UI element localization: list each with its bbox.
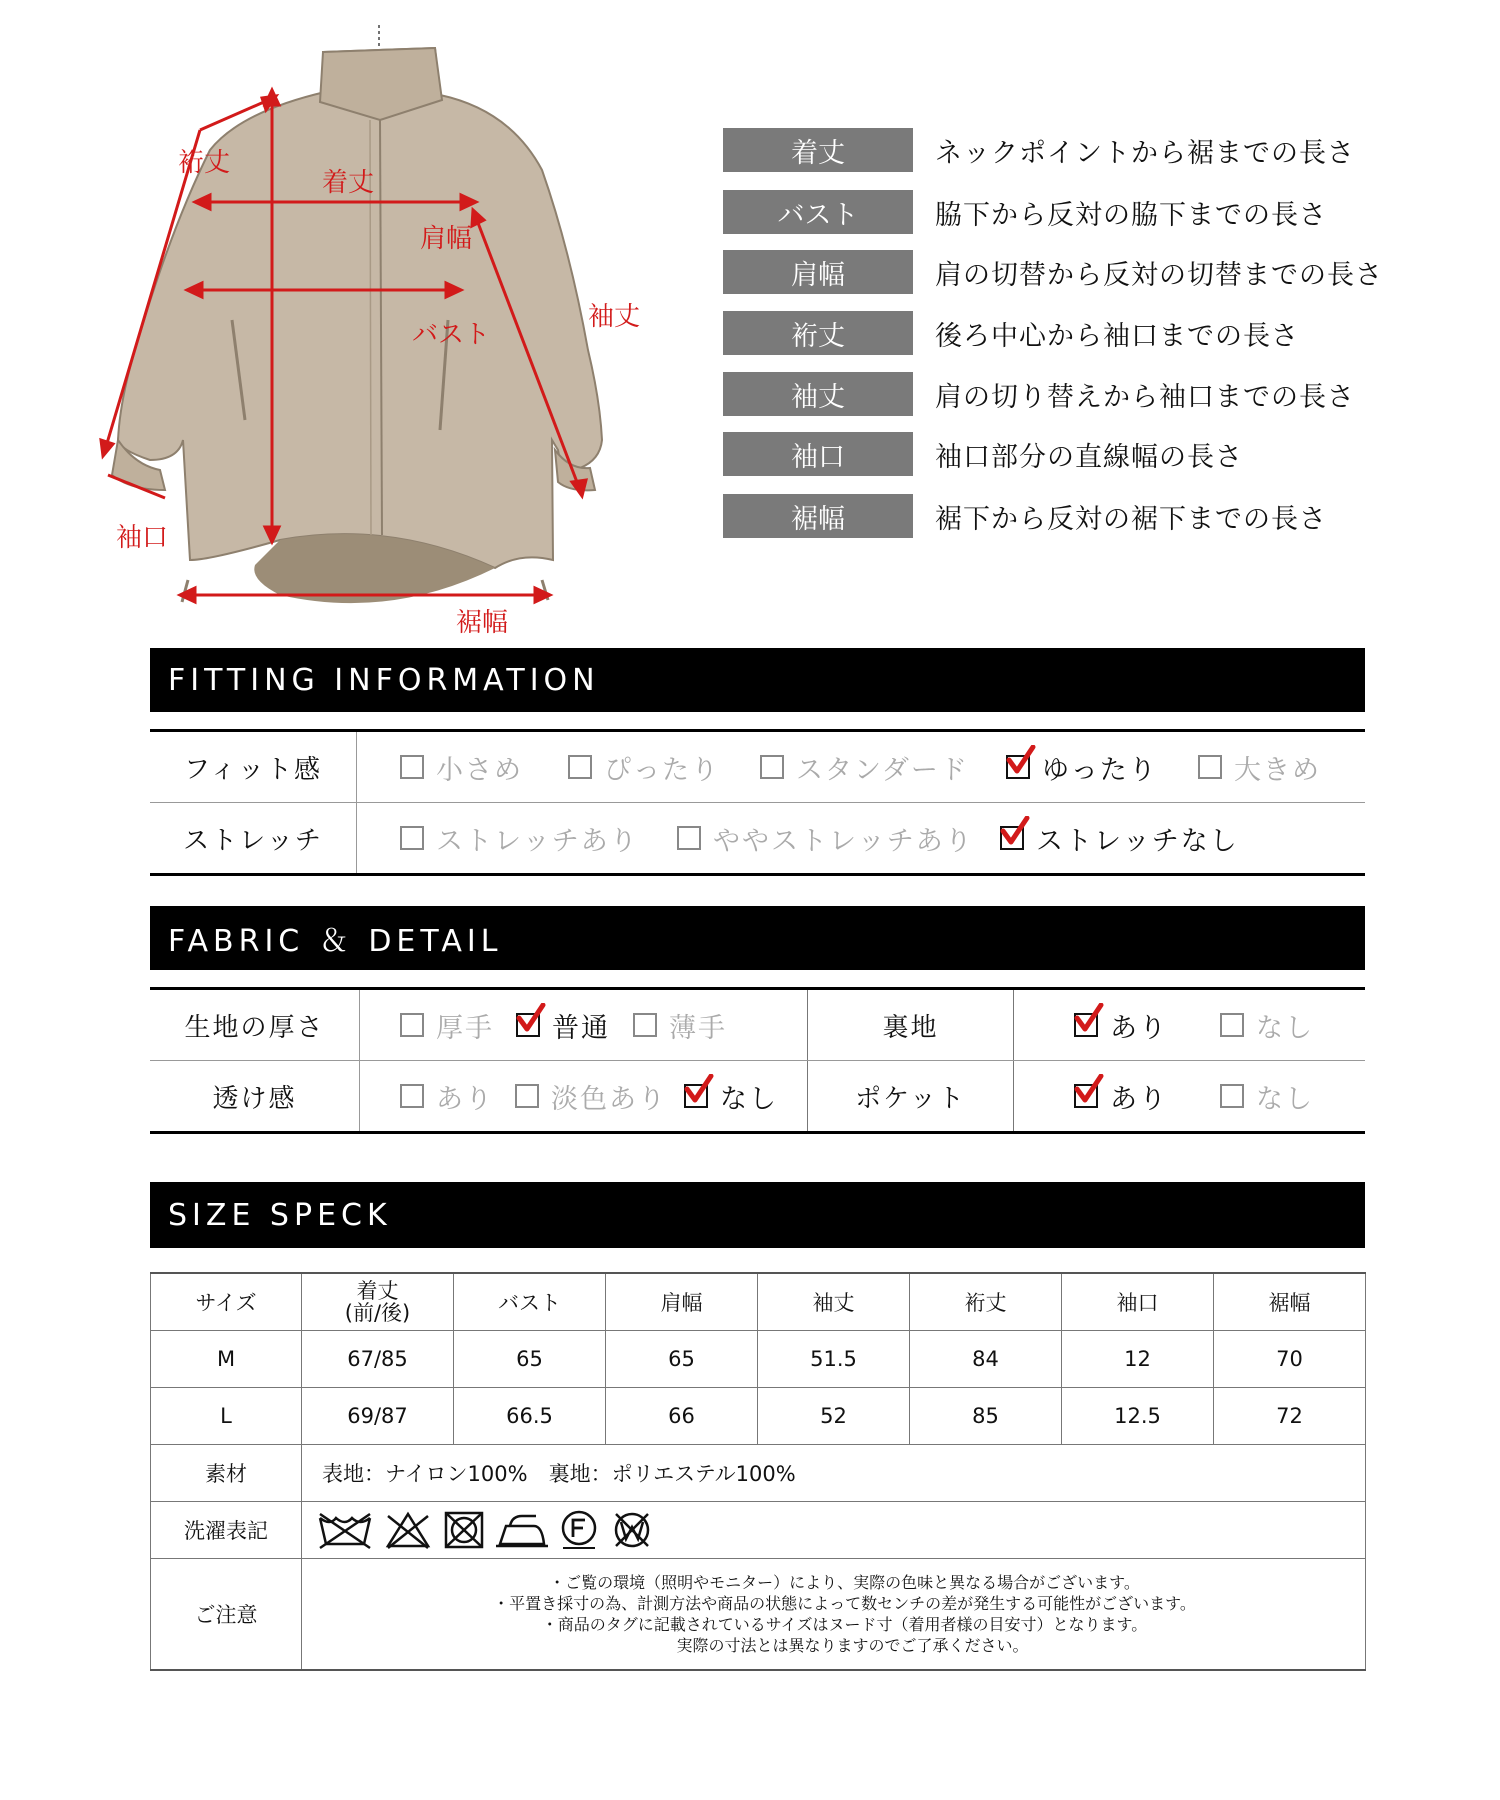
fit-label: フィット感 — [150, 732, 357, 802]
option-text: 厚手 — [436, 1012, 494, 1044]
label-yukitake: 裄丈 — [178, 148, 231, 178]
fabric-row — [150, 1060, 1365, 1131]
legend-desc: 袖口部分の直線幅の長さ — [935, 441, 1243, 473]
stretch-option — [677, 803, 974, 873]
size-header-cell: 肩幅 — [606, 1273, 758, 1330]
checkbox-icon — [400, 1084, 424, 1108]
size-cell: 85 — [910, 1387, 1062, 1444]
thickness-option — [516, 990, 610, 1060]
legend-desc: 後ろ中心から袖口までの長さ — [935, 320, 1299, 352]
legend-row — [723, 311, 1299, 355]
note-line: ・平置き採寸の為、計測方法や商品の状態によって数センチの差が発生する可能性がございます。 — [493, 1593, 1196, 1613]
size-cell: 51.5 — [758, 1330, 910, 1387]
pocket-label: ポケット — [855, 1083, 966, 1114]
size-header-row — [151, 1273, 1366, 1330]
legend-desc: 肩の切り替えから袖口までの長さ — [935, 381, 1355, 413]
size-row — [151, 1330, 1366, 1387]
lining-option — [1074, 990, 1168, 1060]
checkbox-icon — [568, 755, 592, 779]
option-text: ぴったり — [604, 754, 720, 786]
legend-row — [723, 372, 1355, 416]
legend-row — [723, 432, 1243, 476]
garment-illustration — [90, 20, 690, 638]
stretch-row — [150, 802, 1365, 873]
checkbox-icon — [1006, 755, 1030, 779]
checkbox-icon — [684, 1084, 708, 1108]
legend-desc: ネックポイントから裾までの長さ — [935, 137, 1355, 169]
material-label: 素材 — [151, 1444, 302, 1501]
legend-row — [723, 190, 1327, 234]
lining-option — [1220, 990, 1314, 1060]
option-text: あり — [1110, 1083, 1168, 1115]
legend-desc: 裾下から反対の裾下までの長さ — [935, 503, 1327, 535]
sheer-option — [684, 1061, 778, 1131]
care-row — [151, 1501, 1366, 1558]
fabric-row — [150, 990, 1365, 1060]
option-text: 小さめ — [436, 754, 523, 786]
checkmark-icon — [516, 1003, 546, 1033]
checkmark-icon — [1074, 1074, 1104, 1104]
pocket-option — [1220, 1061, 1314, 1131]
care-label: 洗濯表記 — [151, 1501, 302, 1558]
notes-row — [151, 1558, 1366, 1670]
size-header-cell: 裾幅 — [1214, 1273, 1366, 1330]
option-text: ややストレッチあり — [713, 825, 974, 857]
legend-row — [723, 128, 1355, 172]
stretch-option — [400, 803, 639, 873]
checkbox-icon — [400, 755, 424, 779]
size-cell: 72 — [1214, 1387, 1366, 1444]
size-cell: 52 — [758, 1387, 910, 1444]
checkbox-icon — [633, 1013, 657, 1037]
legend-desc: 肩の切替から反対の切替までの長さ — [935, 259, 1383, 291]
checkbox-icon — [400, 826, 424, 850]
checkbox-icon — [1000, 826, 1024, 850]
checkmark-icon — [1074, 1003, 1104, 1033]
thickness-option — [400, 990, 494, 1060]
option-text: ゆったり — [1042, 754, 1158, 786]
option-text: あり — [1110, 1012, 1168, 1044]
size-header-cell: サイズ — [151, 1273, 302, 1330]
care-icons — [302, 1509, 1365, 1551]
fit-option — [1006, 732, 1158, 802]
fitting-info-header: FITTING INFORMATION — [150, 648, 1365, 712]
no-wet-clean-icon — [610, 1509, 654, 1551]
no-bleach-icon — [384, 1510, 432, 1550]
checkbox-icon — [515, 1084, 539, 1108]
option-text: 淡色あり — [551, 1083, 667, 1115]
fit-option — [1198, 732, 1321, 802]
size-cell: 12.5 — [1062, 1387, 1214, 1444]
legend-term: バスト — [723, 190, 913, 234]
fit-row — [150, 732, 1365, 802]
size-cell: 66 — [606, 1387, 758, 1444]
size-cell: 70 — [1214, 1330, 1366, 1387]
legend-desc: 脇下から反対の脇下までの長さ — [935, 199, 1327, 231]
material-row — [151, 1444, 1366, 1501]
fit-option — [760, 732, 969, 802]
care-icons-cell — [302, 1501, 1366, 1558]
checkmark-icon — [684, 1074, 714, 1104]
label-susohaba: 裾幅 — [456, 608, 509, 638]
fabric-table — [150, 987, 1365, 1134]
legend-term: 裾幅 — [723, 494, 913, 538]
checkbox-icon — [516, 1013, 540, 1037]
option-text: なし — [1256, 1083, 1314, 1115]
checkbox-icon — [1198, 755, 1222, 779]
material-value: 表地：ナイロン100% 裏地：ポリエステル100% — [302, 1444, 1366, 1501]
option-text: 薄手 — [669, 1012, 727, 1044]
note-line: ・商品のタグに記載されているサイズはヌード寸（着用者様の目安寸）となります。 — [541, 1614, 1148, 1634]
note-line: 実際の寸法とは異なりますのでご了承ください。 — [660, 1635, 1029, 1655]
dry-clean-f-icon — [558, 1509, 600, 1551]
checkbox-icon — [1220, 1084, 1244, 1108]
sheer-option — [515, 1061, 667, 1131]
legend-term: 肩幅 — [723, 250, 913, 294]
label-sodetake: 袖丈 — [588, 302, 641, 332]
legend-row — [723, 250, 1383, 294]
size-cell: L — [151, 1387, 302, 1444]
size-cell: 69/87 — [302, 1387, 454, 1444]
lining-label: 裏地 — [882, 1012, 939, 1043]
checkbox-icon — [1220, 1013, 1244, 1037]
legend-term: 袖丈 — [723, 372, 913, 416]
notes-cell — [302, 1558, 1366, 1670]
size-header-cell: バスト — [454, 1273, 606, 1330]
size-header-cell: 袖口 — [1062, 1273, 1214, 1330]
size-speck-header: SIZE SPECK — [150, 1182, 1365, 1248]
option-text: ストレッチなし — [1036, 825, 1239, 857]
option-text: なし — [720, 1083, 778, 1115]
size-header-cell: 袖丈 — [758, 1273, 910, 1330]
size-cell: 66.5 — [454, 1387, 606, 1444]
size-header-cell: 着丈 (前/後) — [302, 1273, 454, 1330]
checkmark-icon — [1006, 745, 1036, 775]
no-tumble-dry-icon — [442, 1510, 486, 1550]
sheer-label: 透け感 — [150, 1061, 360, 1131]
size-cell: 12 — [1062, 1330, 1214, 1387]
pocket-option — [1074, 1061, 1168, 1131]
size-cell: M — [151, 1330, 302, 1387]
option-text: 普通 — [552, 1012, 610, 1044]
option-text: ストレッチあり — [436, 825, 639, 857]
stretch-option — [1000, 803, 1239, 873]
fit-option — [568, 732, 720, 802]
checkbox-icon — [760, 755, 784, 779]
thickness-option — [633, 990, 727, 1060]
option-text: 大きめ — [1234, 754, 1321, 786]
label-bust: バスト — [412, 320, 491, 350]
legend-term: 裄丈 — [723, 311, 913, 355]
option-text: なし — [1256, 1012, 1314, 1044]
label-kitake: 着丈 — [322, 168, 375, 198]
fabric-detail-header: FABRIC ＆ DETAIL — [150, 906, 1365, 970]
legend-row — [723, 494, 1327, 538]
size-cell: 67/85 — [302, 1330, 454, 1387]
stretch-label: ストレッチ — [150, 803, 357, 873]
size-cell: 65 — [454, 1330, 606, 1387]
checkbox-icon — [1074, 1084, 1098, 1108]
label-sodeguchi: 袖口 — [116, 523, 169, 553]
checkbox-icon — [677, 826, 701, 850]
size-row — [151, 1387, 1366, 1444]
checkbox-icon — [400, 1013, 424, 1037]
fitting-table — [150, 729, 1365, 876]
size-cell: 65 — [606, 1330, 758, 1387]
fit-option — [400, 732, 523, 802]
no-wash-icon — [316, 1510, 374, 1550]
size-header-cell: 裄丈 — [910, 1273, 1062, 1330]
thickness-label: 生地の厚さ — [150, 990, 360, 1060]
option-text: スタンダード — [796, 754, 969, 786]
checkmark-icon — [1000, 816, 1030, 846]
size-table — [150, 1272, 1366, 1671]
note-line: ・ご覧の環境（照明やモニター）により、実際の色味と異なる場合がございます。 — [549, 1572, 1140, 1592]
size-cell: 84 — [910, 1330, 1062, 1387]
legend-term: 着丈 — [723, 128, 913, 172]
notes-label: ご注意 — [151, 1558, 302, 1670]
checkbox-icon — [1074, 1013, 1098, 1037]
iron-low-icon — [496, 1510, 548, 1550]
legend-term: 袖口 — [723, 432, 913, 476]
label-katahaba: 肩幅 — [420, 224, 473, 254]
sheer-option — [400, 1061, 494, 1131]
option-text: あり — [436, 1083, 494, 1115]
